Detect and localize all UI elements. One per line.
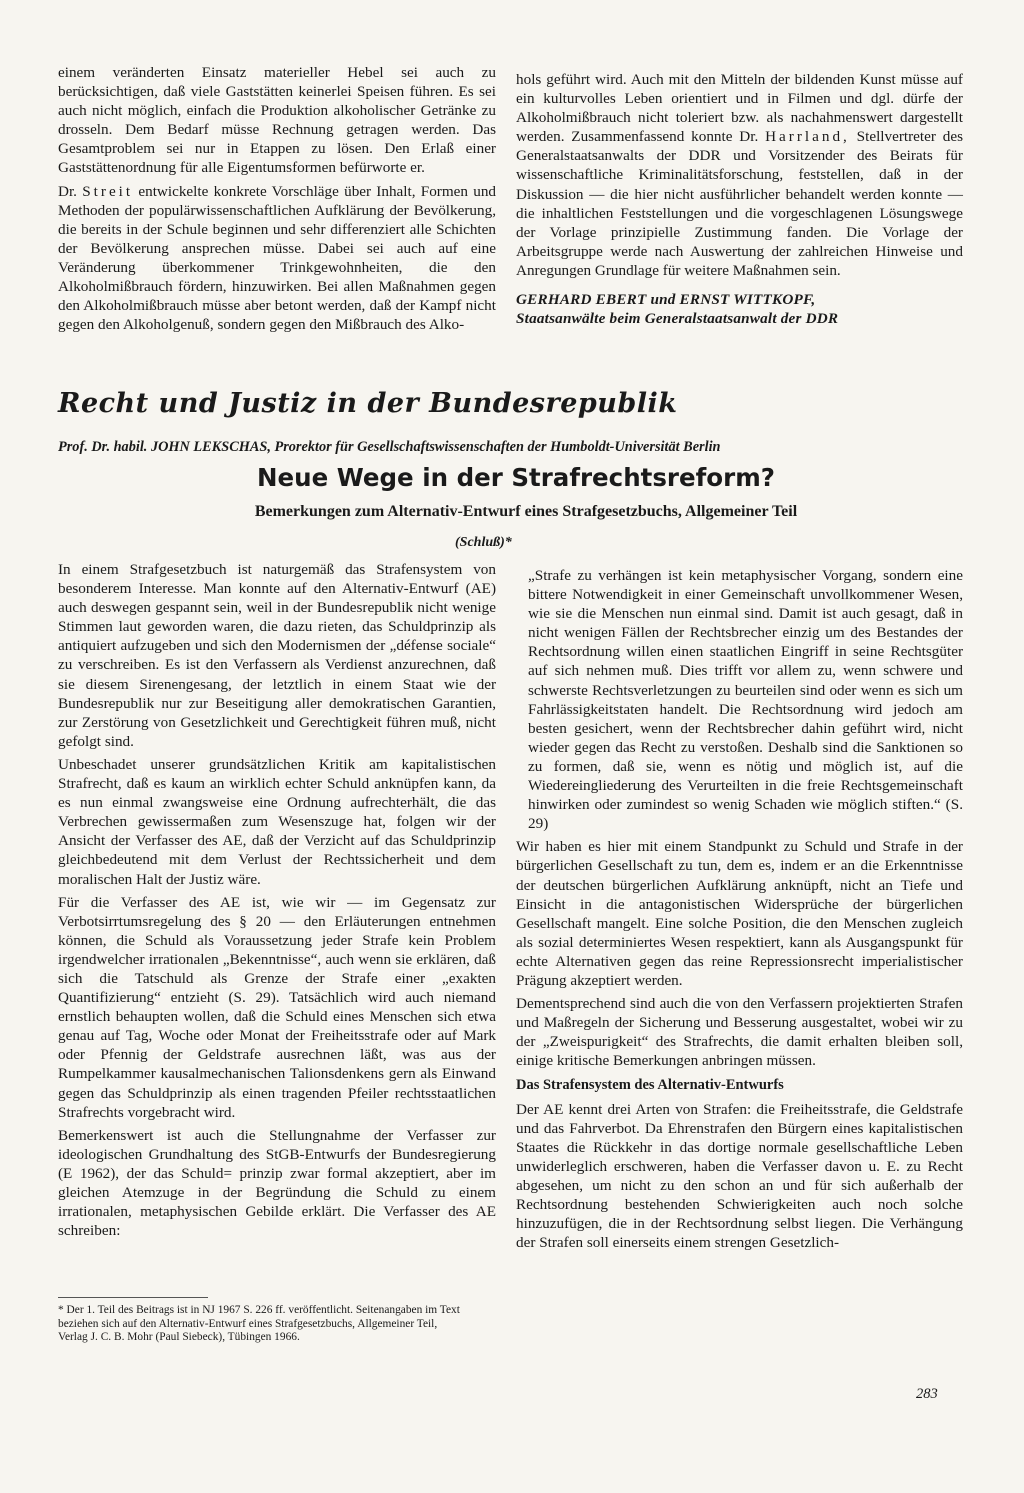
paragraph: In einem Strafgesetzbuch ist naturgemäß das Strafensystem von besonderem Interesse. Man konnte auf den Alternativ-Entwurf (AE) auch deswegen gespannt sein, weil in der Bundesrepublik nicht wenige Stimmen laut geworden waren, die dazu rieten, das Schuldprinzip als antiquiert aufzugeben und sich den Modernismen der „défense sociale“ zu verschreiben. Es ist den Verfassern als Verdienst anzurechnen, daß sie diesem Sirenengesang, der letztlich in einem Staat wie der Bundesrepublik nur zur Beseitigung aller demokratischen Garantien, zur Zerstörung von Gesetzlichkeit und Gerechtigkeit führen muß, nicht gefolgt sind. bbox=[58, 561, 496, 750]
top-right-column bbox=[516, 70, 963, 332]
signature-title: Staatsanwälte beim Generalstaatsanwalt der DDR bbox=[516, 310, 839, 328]
paragraph: Wir haben es hier mit einem Standpunkt zu Schuld und Strafe in der bürgerlichen Gesellschaft zu tun, dem es, indem er an die Erkenntnisse der deutschen bürgerlichen Aufklärung anknüpft, nicht an Tiefe und Einsicht in die antagonistischen Widersprüche der bürgerlichen Gesellschaft mangelt. Eine solche Position, die den Menschen zugleich als sozial determiniertes Wesen respektiert, kann als Ausgangspunkt für echte Alternativen gegen das reine Repressionsrecht imperialistischer Prägung akzeptiert werden. bbox=[516, 838, 963, 989]
paragraph: Unbeschadet unserer grundsätzlichen Kritik am kapitalistischen Strafrecht, daß es kaum an wirklich echter Schuld anknüpfen kann, da es nun einmal zwangsweise eine Ordnung aufrechterhält, die das Verbrechen gewissermaßen zum Wesenszuge hat, folgen wir der Ansicht der Verfasser des AE, daß der Verzicht auf das Schuldprinzip gleichbedeutend mit dem Verlust der Rechtssicherheit und dem moralischen Halt der Justiz wäre. bbox=[58, 755, 496, 888]
paragraph-text: entwickelte konkrete Vorschläge über Inhalt, Formen und Methoden der populärwissenschaftlichen Aufklärung der Bevölkerung, die bereits in der Schule beginnen und sehr differenziert alle Schichten der Bevölkerung ansprechen müsse. Dabei sei auch auf eine Veränderung überkommener Trinkgewohnheiten, die den Alkoholmißbrauch fördern, hinzuwirken. Bei allen Maßnahmen gegen den Alkoholmißbrauch müsse aber betont werden, daß der Kampf nicht gegen den Alkoholgenuß, sondern gegen den Mißbrauch des Alko- bbox=[58, 182, 497, 334]
paragraph: Für die Verfasser des AE ist, wie wir — im Gegensatz zur Verbotsirrtumsregelung des § 20 — den Erläuterungen entnehmen können, die Schuld als Voraussetzung jeder Strafe kein Problem irgendwelcher irrationalen „Bekenntnisse“, auch wenn sie erklären, daß sich die Tatschuld als Grenze der Strafe einer „exakten Quantifizierung“ entzieht (S. 29). Tatsächlich wird auch niemand ernstlich behaupten wollen, daß die Schuld eines Menschen sich etwa genau auf Tag, Woche oder Monat der Freiheitsstrafe oder auf Mark oder Pfennig der Geldstrafe ausrechnen läßt, was aus der Rumpelkammer kausalmechanischen Talionsdenkens gern als Einwand gegen das Schuldprinzip als einen tragenden Pfeiler rechtsstaatlichen Strafrechts vorgebracht wird. bbox=[58, 893, 496, 1121]
article-title: Neue Wege in der Strafrechtsreform? bbox=[257, 463, 775, 492]
paragraph: einem veränderten Einsatz materieller Hebel sei auch zu berücksichtigen, daß viele Gaststätten keinerlei Speisen führen. Es sei auch nicht möglich, einfach die Produktion alkoholischer Getränke zu drosseln. Dem Bedarf müsse Rechnung getragen werden. Das Gesamtproblem sei nur in Etappen zu lösen. Den Erlaß einer Gaststättenordnung für alle Eigentumsformen befürworte er. bbox=[58, 64, 496, 177]
paragraph-text: Stellvertreter des Generalstaatsanwalts der DDR und Vorsitzender des Beirats für wissenschaftliche Kriminalitätsforschung, feststellen, daß in der Diskussion — die hier nicht ausführlicher behandelt werden konnte — die inhaltlichen Feststellungen und die vorgeschlagenen Lösungswege der Vorlage prinzipielle Zustimmung fanden. Die Vorlage der Arbeitsgruppe werde nach Auswertung der zahlreichen Hinweise und Anregungen Grundlage für weitere Maßnahmen sein. bbox=[516, 128, 963, 279]
section-title: Recht und Justiz in der Bundesrepublik bbox=[58, 388, 678, 419]
author-line: Prof. Dr. habil. JOHN LEKSCHAS, Prorektor für Gesellschaftswissenschaften der Humboldt-Universität Berlin bbox=[58, 439, 721, 455]
subheading: Das Strafensystem des Alternativ-Entwurfs bbox=[516, 1077, 784, 1094]
article-subtitle: Bemerkungen zum Alternativ-Entwurf eines Strafgesetzbuchs, Allgemeiner Teil bbox=[254, 503, 798, 520]
paragraph bbox=[516, 70, 963, 280]
paragraph: Der AE kennt drei Arten von Strafen: die Freiheitsstrafe, die Geldstrafe und das Fahrverbot. Da Ehrenstrafen den Bürgern eines kapitalistischen Staates die Rückkehr in das dortige normale gesellschaftliche Leben unwiderleglich erschweren, haben die Verfasser davon u. E. zu Recht abgesehen, um nicht zu den schon an und für sich außerhalb der Rechtsordnung bestehenden Schwierigkeiten auch noch solche hinzuzufügen, die in der Rechtsordnung selbst liegen. Die Verhängung der Strafen soll einerseits einem strengen Gesetzlich- bbox=[516, 1100, 963, 1252]
body-right-column bbox=[516, 566, 963, 1256]
signature-names: GERHARD EBERT und ERNST WITTKOPF, bbox=[516, 291, 816, 309]
paragraph: Bemerkenswert ist auch die Stellungnahme der Verfasser zur ideologischen Grundhaltung des StGB-Entwurfs der Bundesregierung (E 1962), der das Schuld= prinzip zwar formal akzeptiert, aber im gleichen Atemzuge in der Begründung die Schuld zu einem irrationalen, metaphysischen Gebilde erklärt. Die Verfasser des AE schreiben: bbox=[58, 1126, 496, 1240]
signature bbox=[516, 290, 963, 328]
footnote-divider bbox=[58, 1297, 208, 1298]
speaker-name: Streit bbox=[82, 182, 134, 200]
footnote: * Der 1. Teil des Beitrags ist in NJ 1967 S. 226 ff. veröffentlicht. Seitenangaben im Text beziehen sich auf den Alternativ-Entwurf eines Strafgesetzbuchs, Allgemeiner Teil, Verlag J. C. B. Mohr (Paul Siebeck), Tübingen 1966. bbox=[58, 1304, 460, 1344]
block-quote: „Strafe zu verhängen ist kein metaphysischer Vorgang, sondern eine bittere Notwendigkeit in einer Gemeinschaft unvollkommener Wesen, wie sie die Menschen nun einmal sind. Damit ist auch gesagt, daß in nicht wenigen Fällen der Rechtsbrecher einzig um des Bestandes der Rechtsordnung willen einen staatlichen Eingriff in seine Rechtsgüter auf sich nehmen muß. Dies trifft vor allem zu, wenn schwere und schwerste Rechtsverletzungen zu beurteilen sind oder wenn es sich um Fahrlässigkeitstaten handelt. Die Rechtsordnung wird jedoch am besten gesichert, wenn der Rechtsbrecher dahin geführt wird, nicht wieder gegen das Recht zu verstoßen. Deshalb sind die Sanktionen so zu formen, daß sie, wenn es nötig und möglich ist, auf die Wiedereingliederung des Verurteilten in die freie Rechtsgemeinschaft hinwirken oder zumindest so wenig Schaden wie möglich stiften.“ (S. 29) bbox=[528, 567, 963, 833]
article-continuation-tag: (Schluß)* bbox=[455, 535, 512, 550]
speaker-name: Harrland, bbox=[765, 128, 850, 146]
paragraph: Dementsprechend sind auch die von den Verfassern projektierten Strafen und Maßregeln der Sicherung und Besserung ausgestaltet, wobei wir zu der „Zweispurigkeit“ des Strafrechts, die damit erhalten bleiben soll, einige kritische Bemerkungen anbringen müssen. bbox=[516, 995, 963, 1070]
body-left-column bbox=[58, 560, 496, 1244]
top-left-column bbox=[58, 63, 496, 338]
name-prefix: Dr. bbox=[58, 182, 77, 200]
paragraph bbox=[58, 182, 496, 335]
paragraph-text: hols geführt wird. Auch mit den Mitteln der bildenden Kunst müsse auf ein kulturvolles Leben orientiert und in Filmen und dgl. dürfe der Alkoholmißbrauch nicht toleriert bzw. als nachahmenswert dargestellt werden. Zusammenfassend konnte Dr. bbox=[516, 71, 963, 146]
page-number: 283 bbox=[916, 1386, 938, 1402]
